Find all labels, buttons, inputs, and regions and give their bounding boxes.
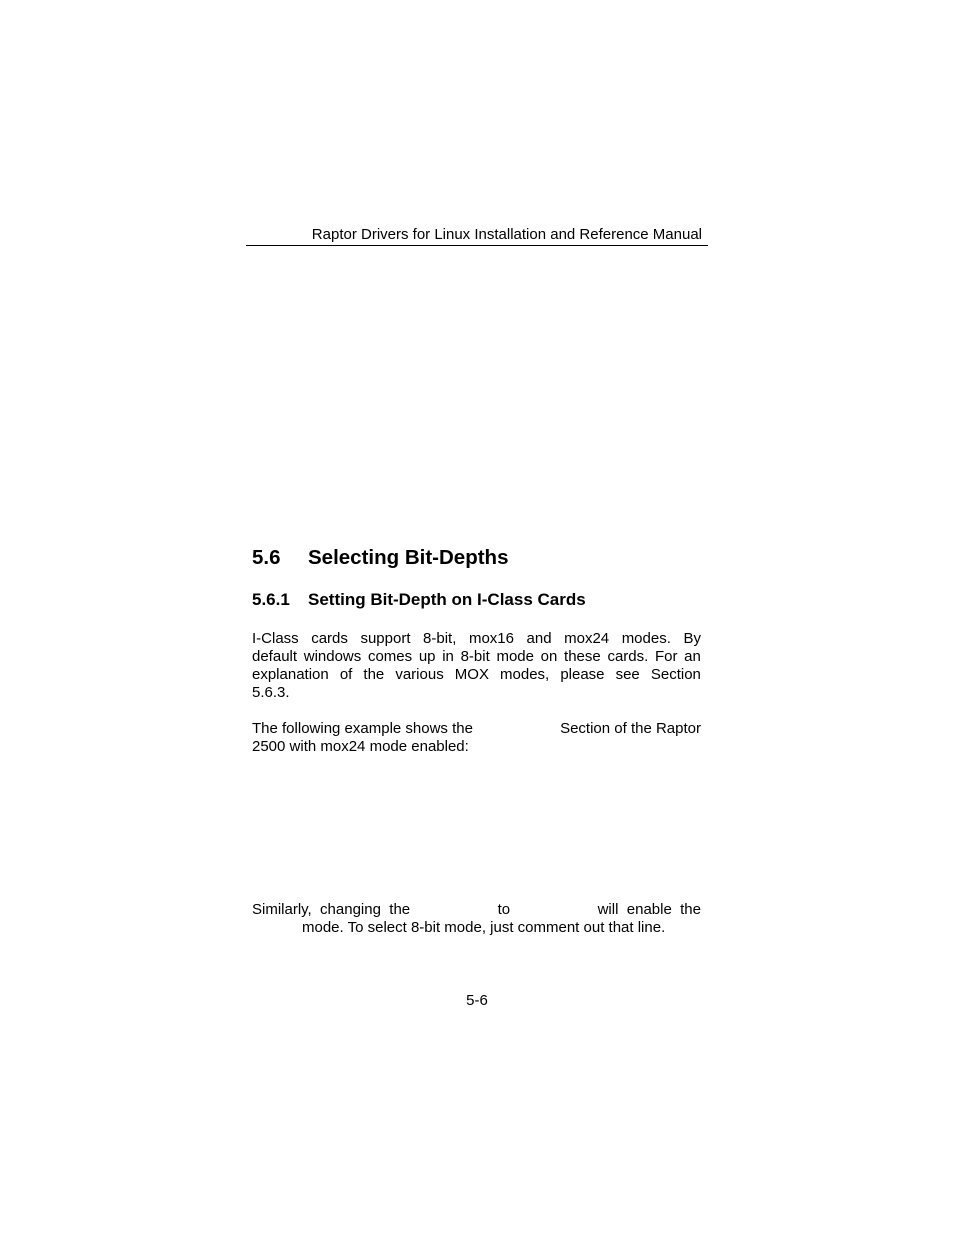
word: I-Class [252,630,299,647]
paragraph-line [252,630,701,648]
word: various [395,666,444,683]
word: modes, [500,666,550,683]
paragraph-line [252,648,701,666]
word: see [615,666,640,683]
subsection-heading [252,590,586,610]
paragraph-line [252,901,701,919]
paragraph-line: 2500 with mox24 mode enabled: [252,738,469,755]
word: in [442,648,454,665]
word: modes. [621,630,671,647]
section-number: 5.6 [252,546,281,569]
paragraph-bit-depth-intro [252,630,701,702]
word: mox24 [564,630,610,647]
word: and [526,630,552,647]
paragraph-example-intro [252,720,701,756]
word: MOX [454,666,489,683]
word: the [363,666,385,683]
section-heading [252,546,508,570]
subsection-title: Setting Bit-Depth on I-Class Cards [308,590,586,609]
running-header [246,225,708,246]
word: please [560,666,605,683]
word: mode [496,648,534,665]
word: support [360,630,411,647]
word: Section [650,666,701,683]
running-header-title: Raptor Drivers for Linux Installation and Reference Manual [311,226,702,243]
text-run: will enable the [597,901,701,918]
word: 8-bit [460,648,490,665]
word: up [418,648,436,665]
word: cards [311,630,348,647]
word: comes [367,648,413,665]
paragraph-line: 5.6.3. [252,684,290,701]
paragraph-line [252,666,701,684]
word: of [339,666,353,683]
text-run: Similarly, changing the [252,901,411,918]
word: windows [303,648,362,665]
text-run: to [497,901,511,918]
paragraph-line [252,720,701,738]
word: By [683,630,701,647]
word: default [252,648,298,665]
word: on [540,648,558,665]
word: mox16 [468,630,514,647]
text-run: Section of the Raptor [560,720,701,737]
word: 8-bit, [423,630,457,647]
paragraph-line [252,919,701,937]
section-title: Selecting Bit-Depths [308,546,509,569]
word: cards. [607,648,649,665]
word: these [564,648,601,665]
text-run: mode. To select 8-bit mode, just comment out that line. [302,919,666,936]
word: an [684,648,701,665]
page-number: 5-6 [466,992,488,1009]
subsection-number: 5.6.1 [252,590,290,609]
word: explanation [252,666,329,683]
word: For [654,648,678,665]
paragraph-similarly [252,901,701,937]
text-run: The following example shows the [252,720,473,737]
